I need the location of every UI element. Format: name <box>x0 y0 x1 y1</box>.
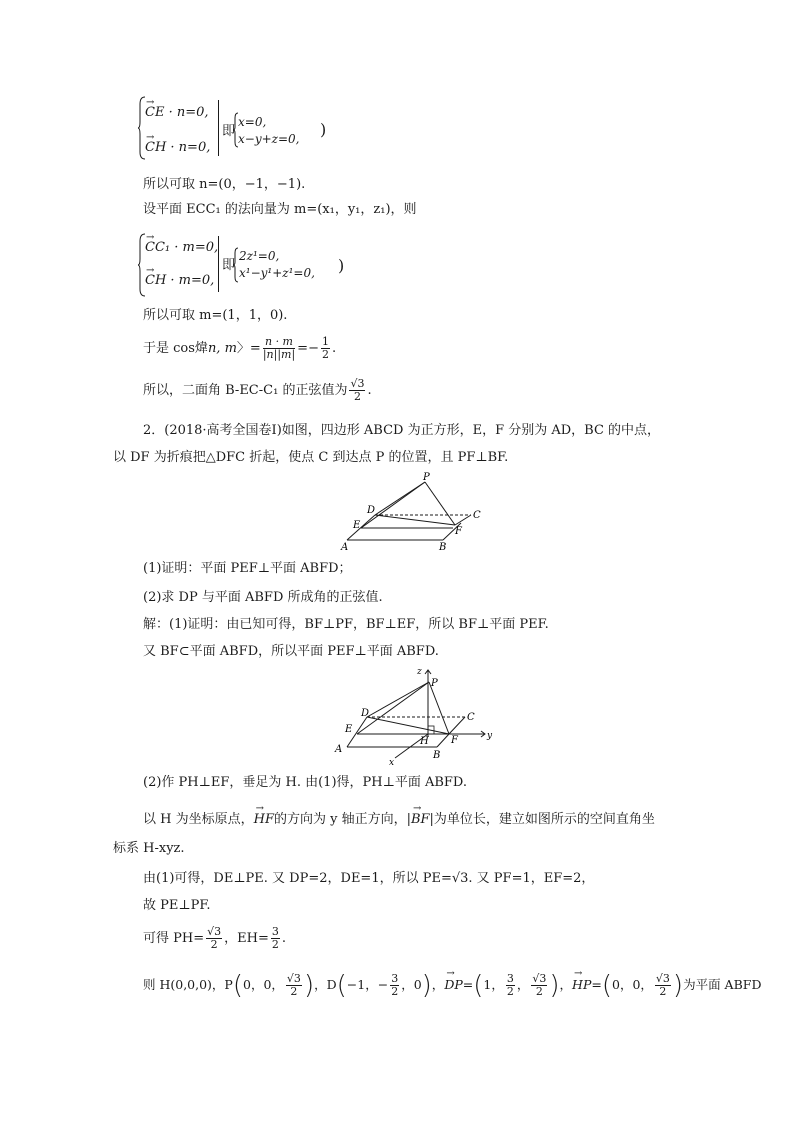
plane-m-line: 设平面 ECC₁ 的法向量为 m=(x₁，y₁，z₁)，则 <box>143 202 417 217</box>
vector-arrow-icon: → <box>146 265 155 276</box>
label-f: F <box>455 526 462 537</box>
p-z-fraction: $\frac{√3}{2}$ <box>286 972 301 998</box>
vector-arrow-icon: → <box>146 132 155 143</box>
label-e: E <box>353 520 361 531</box>
vector-bf: → BF <box>411 812 430 828</box>
system2-result2: x¹−y¹+z¹=0, <box>239 266 315 280</box>
edge-fc <box>455 515 471 525</box>
question-1: (1)证明：平面 PEF⊥平面 ABFD； <box>143 561 352 576</box>
sine-fraction: $\frac{√3}{2}$ <box>350 377 365 403</box>
edge-dp <box>367 682 429 717</box>
solution-line2: 又 BF⊂平面 ABFD，所以平面 PEF⊥平面 ABFD. <box>143 644 439 659</box>
label-x: x <box>389 758 395 766</box>
label-e: E <box>345 724 353 735</box>
hp-z-fraction: $\frac{√3}{2}$ <box>655 972 670 998</box>
d-y-fraction: $\frac{3}{2}$ <box>391 972 399 998</box>
vector-dp: → DP <box>444 966 462 1004</box>
label-h: H <box>420 736 429 747</box>
edge-df <box>367 717 449 734</box>
label-a: A <box>335 744 343 755</box>
solution-line1: 解：(1)证明：由已知可得，BF⊥PF，BF⊥EF，所以 BF⊥平面 PEF. <box>143 617 549 632</box>
system2-eq2-text: CH · m=0, <box>145 273 215 288</box>
system2-result1: 2z¹=0, <box>239 249 280 263</box>
solution-line6: 由(1)可得，DE⊥PE. 又 DP=2，DE=1，所以 PE=√3. 又 PF=1，EF=2， <box>143 871 595 886</box>
take-m-line: 所以可取 m=(1，1，0). <box>143 308 288 323</box>
label-c: C <box>467 712 475 723</box>
figure-folded-square <box>335 470 495 554</box>
take-n-line: 所以可取 n=(0，−1，−1). <box>143 177 306 192</box>
solution-line5: 标系 H-xyz. <box>113 841 185 856</box>
vector-arrow-icon: → <box>146 97 155 108</box>
solution-line3: (2)作 PH⊥EF，垂足为 H. 由(1)得，PH⊥平面 ABFD. <box>143 775 468 790</box>
sine-line: 所以，二面角 B-EC-C₁ 的正弦值为 $\frac{√3}{2}$ . <box>143 377 372 403</box>
system2-eq1-text: CC₁ · m=0, <box>145 240 219 255</box>
edge-bf <box>437 734 449 747</box>
ph-fraction: $\frac{√3}{2}$ <box>207 925 222 951</box>
label-f: F <box>451 735 458 746</box>
label-d: D <box>367 505 376 516</box>
label-p: P <box>431 678 438 689</box>
vector-arrow-icon: → <box>146 232 155 243</box>
edge-fc <box>449 717 465 734</box>
system1-eq2-text: CH · n=0, <box>145 140 211 155</box>
solution-line9: 则 H(0,0,0)，P(0，0， $\frac{√3}{2}$ )，D(−1，− $\frac{3}{2}$ ，0)，→ DP=(1， $\frac{3}{2}$ ， $\frac{√3}{2}$ )，→ HP=(0，0， $\frac{√3}{2}$ )为平面 ABFD <box>143 966 761 1004</box>
label-a: A <box>341 542 349 553</box>
system1-ji: 即 <box>222 124 236 139</box>
figure-coordinate-system <box>325 662 495 766</box>
close-paren-2: ) <box>338 256 345 275</box>
problem-line2: 以 DF 为折痕把△DFC 折起，使点 C 到达点 P 的位置，且 PF⊥BF. <box>113 450 509 465</box>
label-y: y <box>487 731 493 741</box>
system1-eq1-text: CE · n=0, <box>145 105 209 120</box>
system1-eq2 <box>145 132 211 156</box>
system1-result2: x−y+z=0, <box>238 132 300 146</box>
cos-result-fraction: $\frac{1}{2}$ <box>321 335 329 361</box>
solution-line7: 故 PE⊥PF. <box>143 898 211 913</box>
solution-line8: 可得 PH= $\frac{√3}{2}$ ，EH= $\frac{3}{2}$ . <box>143 925 286 951</box>
solution-line4: 以 H 为坐标原点，→ HF的方向为 y 轴正方向，|→ BF|为单位长，建立如图所示的空间直角坐 <box>143 812 655 828</box>
vector-hf: → HF <box>254 812 274 828</box>
problem-line1: 2．(2018·高考全国卷Ⅰ)如图，四边形 ABCD 为正方形，E，F 分别为 AD，BC 的中点， <box>143 423 661 438</box>
right-bar-2 <box>218 236 221 292</box>
system2-ji: 即 <box>222 258 236 273</box>
system1-eq1 <box>145 97 209 121</box>
label-c: C <box>473 510 481 521</box>
label-d: D <box>361 708 370 719</box>
label-b: B <box>433 750 441 761</box>
system2-eq2 <box>145 265 215 289</box>
edge-df <box>375 515 455 525</box>
close-paren: ) <box>320 120 327 139</box>
vector-hp: → HP <box>572 966 591 1004</box>
system2-eq1 <box>145 232 219 256</box>
cos-fraction: $\frac{n \cdot m}{|n||m|}$ <box>262 335 296 361</box>
label-z: z <box>417 667 422 677</box>
label-b: B <box>439 542 447 553</box>
right-bar <box>218 100 221 156</box>
eh-fraction: $\frac{3}{2}$ <box>271 925 279 951</box>
question-2: (2)求 DP 与平面 ABFD 所成角的正弦值. <box>143 590 383 605</box>
cos-line: 于是 cos煒n, m〉= $\frac{n \cdot m}{|n||m|}$ =− $\frac{1}{2}$ . <box>143 335 337 361</box>
edge-pf <box>425 482 455 525</box>
dp-y-fraction: $\frac{3}{2}$ <box>506 972 514 998</box>
label-p: P <box>423 472 430 483</box>
system1-result1: x=0, <box>238 115 267 129</box>
dp-z-fraction: $\frac{√3}{2}$ <box>532 972 547 998</box>
